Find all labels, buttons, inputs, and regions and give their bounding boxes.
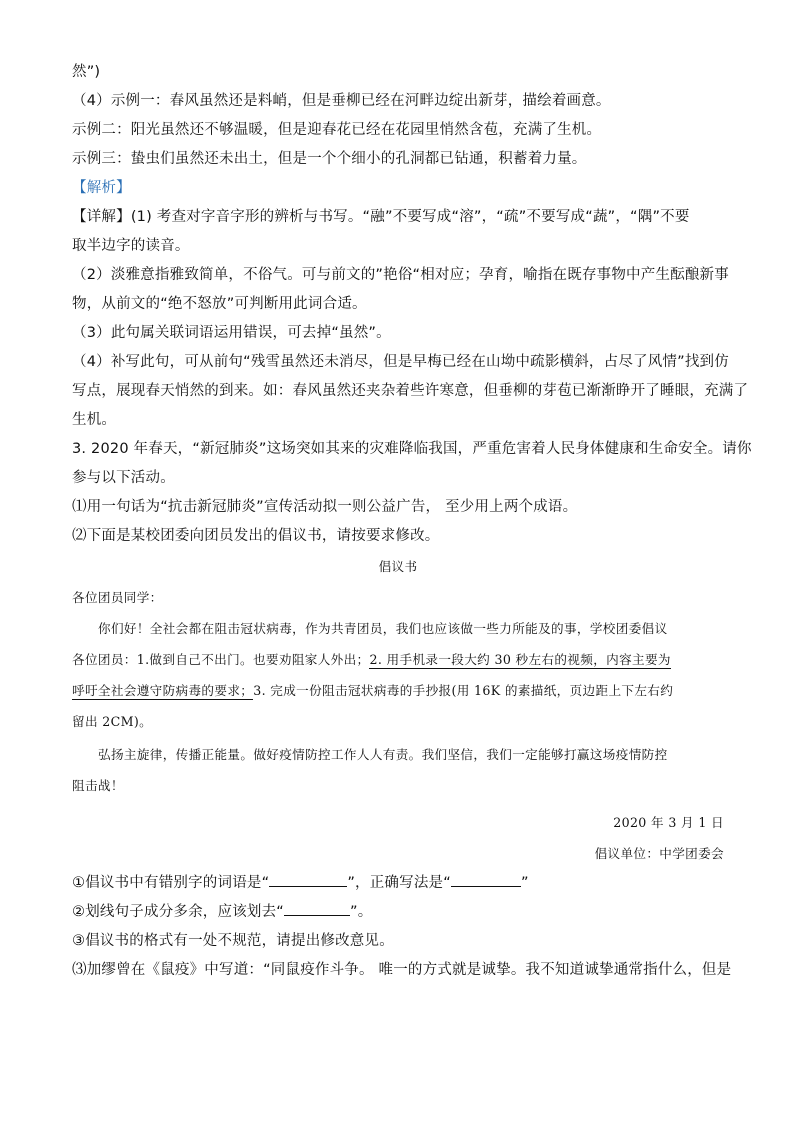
question-3-part-1: ⑴用一句话为“抗击新冠肺炎”宣传活动拟一则公益广告， 至少用上两个成语。 [72,499,578,515]
answer-example-3: 示例三：蛰虫们虽然还未出土，但是一个个细小的孔洞都已钻通，积蓄着力量。 [72,151,587,167]
q2-text-b: ”。 [350,904,373,920]
detail-line-1 [72,203,724,232]
sub-question-3: ③倡议书的格式有一处不规范，请提出修改意见。 [72,933,394,949]
proposal-letter [72,551,724,869]
answer-blank-wrong-word[interactable] [269,872,347,888]
letter-paragraph-1-line-2 [72,644,724,675]
question-3-stem-2: 参与以下活动。 [72,470,175,486]
q2-text-a: ②划线句子成分多余，应该划去“ [72,904,285,920]
answer-line-continuation: 然”) [72,64,101,80]
detail-label: 【详解】 [72,209,131,225]
letter-signer: 倡议单位：中学团委会 [594,846,724,861]
letter-paragraph-2-line-1: 弘扬主旋律，传播正能量。做好疫情防控工作人人有责。我们坚信，我们一定能够打赢这场疫情防控 [98,747,668,762]
answer-blank-redundant[interactable] [284,901,350,917]
document-page [72,58,752,985]
analysis-heading: 【解析】 [72,180,131,196]
question-3-part-3: ⑶加缪曾在《鼠疫》中写道：“同鼠疫作斗争。 唯一的方式就是诚挚。我不知道诚挚通常指什么，但是 [72,962,732,978]
letter-paragraph-1-line-4: 留出 2CM)。 [72,714,153,729]
letter-date: 2020 年 3 月 1 日 [613,815,724,830]
q1-text-a: ①倡议书中有错别字的词语是“ [72,875,270,891]
answer-example-1: （4）示例一：春风虽然还是料峭，但是垂柳已经在河畔边绽出新芽，描绘着画意。 [72,93,611,109]
letter-text: 3. 完成一份阻击冠状病毒的手抄报(用 16K 的素描纸，页边距上下左右约 [253,683,674,698]
q1-text-c: ” [520,875,529,891]
detail-line-2: 取半边字的读音。 [72,238,190,254]
sub-question-1 [72,869,724,898]
detail-line-7: 写点，展现春天悄然的到来。如：春风虽然还夹杂着些许寒意，但垂柳的芽苞已渐渐睁开了睡眼，充满了 [72,383,749,399]
detail-text: (1) 考查对字音字形的辨析与书写。“融”不要写成“溶”，“疏”不要写成“蔬”，“隅”不要 [130,209,690,225]
detail-line-5: （3）此句属关联词语运用错误，可去掉“虽然”。 [72,325,391,341]
letter-title: 倡议书 [378,559,418,574]
sub-question-2 [72,898,724,927]
letter-paragraph-2-line-2: 阻击战！ [72,778,124,793]
underlined-sentence-part-1: 2. 用手机录一段大约 30 秒左右的视频，内容主要为 [369,652,671,667]
detail-line-6: （4）补写此句，可从前句“残雪虽然还未消尽，但是早梅已经在山坳中疏影横斜，占尽了风情”找到仿 [72,354,729,370]
answer-example-2: 示例二：阳光虽然还不够温暖，但是迎春花已经在花园里悄然含苞，充满了生机。 [72,122,602,138]
underlined-sentence-part-2: 呼吁全社会遵守防病毒的要求； [72,683,254,698]
detail-line-8: 生机。 [72,412,117,428]
question-3-stem-1: 3. 2020 年春天，“新冠肺炎”这场突如其来的灾难降临我国，严重危害着人民身体健康和生命安全。请你 [72,441,752,457]
letter-salutation: 各位团员同学： [72,590,163,605]
question-3-part-2: ⑵下面是某校团委向团员发出的倡议书，请按要求修改。 [72,528,440,544]
q1-text-b: ”，正确写法是“ [347,875,451,891]
letter-paragraph-1-line-3 [72,675,724,706]
answer-blank-correct-word[interactable] [451,872,521,888]
detail-line-3: （2）淡雅意指雅致简单，不俗气。可与前文的”艳俗“相对应；孕育，喻指在既存事物中产生酝酿新事 [72,267,729,283]
detail-line-4: 物，从前文的“绝不怒放”可判断用此词合适。 [72,296,367,312]
letter-paragraph-1-line-1: 你们好！全社会都在阻击冠状病毒，作为共青团员，我们也应该做一些力所能及的事，学校团委倡议 [98,621,668,636]
letter-text: 各位团员：1.做到自己不出门。也要劝阻家人外出； [72,652,370,667]
